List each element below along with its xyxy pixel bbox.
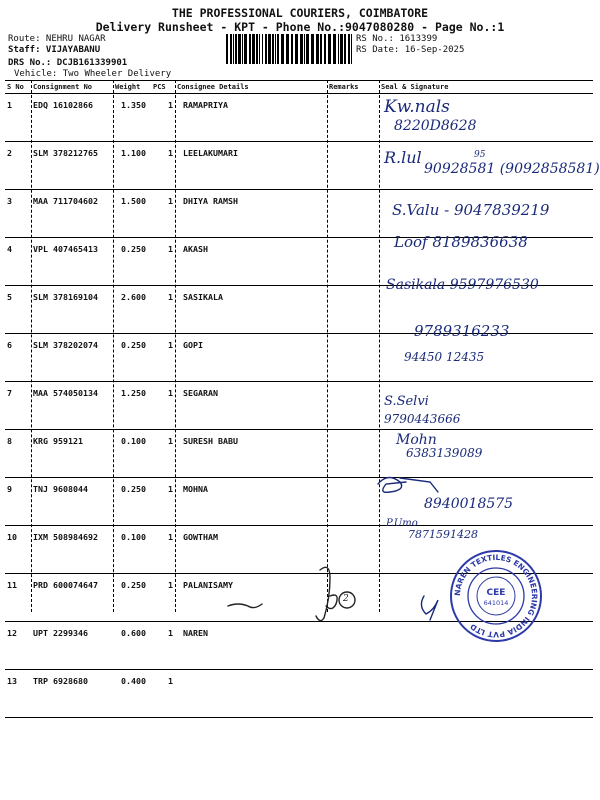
cell-remarks	[327, 286, 379, 334]
cell-remarks	[327, 190, 379, 238]
cell-remarks	[327, 382, 379, 430]
barcode-bar	[348, 34, 350, 64]
cell-weight: 0.250	[113, 238, 151, 286]
col-header-signature: Seal & Signature	[379, 81, 593, 94]
barcode-bar	[344, 34, 346, 64]
column-divider	[175, 80, 176, 612]
cell-sno: 1	[5, 94, 31, 142]
cell-pcs: 1	[151, 286, 175, 334]
barcode-bar	[256, 34, 258, 64]
column-divider	[31, 80, 32, 612]
cell-consignee: MOHNA	[175, 478, 327, 526]
signature-row2-phone: 90928581 (9092858581)	[424, 161, 600, 177]
cell-consignment: EDQ 16102866	[31, 94, 113, 142]
barcode-bar	[291, 34, 293, 64]
cell-pcs: 1	[151, 190, 175, 238]
barcode-bar	[316, 34, 319, 64]
cell-consignee: AKASH	[175, 238, 327, 286]
cell-consignment: SLM 378169104	[31, 286, 113, 334]
barcode-bar	[275, 34, 276, 64]
company-stamp	[448, 548, 544, 644]
barcode-bar	[304, 34, 305, 64]
cell-consignment: VPL 407465413	[31, 238, 113, 286]
table-row	[5, 382, 593, 430]
cell-consignment: MAA 711704602	[31, 190, 113, 238]
cell-sno: 2	[5, 142, 31, 190]
cell-remarks	[327, 478, 379, 526]
cell-signature	[379, 670, 593, 718]
barcode-bar	[328, 34, 331, 64]
table-row	[5, 430, 593, 478]
cell-consignment: SLM 378202074	[31, 334, 113, 382]
cell-consignee: SASIKALA	[175, 286, 327, 334]
cell-pcs: 1	[151, 238, 175, 286]
signature-row10: 8940018575	[424, 496, 514, 512]
barcode-bar	[230, 34, 232, 64]
cell-consignee: SURESH BABU	[175, 430, 327, 478]
cell-weight: 0.400	[113, 670, 151, 718]
staff-label: Staff: VIJAYABANU	[8, 45, 101, 55]
signature-row8-name: S.Selvi	[384, 394, 429, 409]
cell-pcs: 1	[151, 478, 175, 526]
cell-sno: 13	[5, 670, 31, 718]
cell-sno: 11	[5, 574, 31, 622]
table-row	[5, 670, 593, 718]
signature-row2-note: 95	[474, 150, 486, 160]
barcode-bar	[306, 34, 309, 64]
col-header-remarks: Remarks	[327, 81, 379, 94]
barcode-bar	[320, 34, 322, 64]
vehicle-label: Vehicle: Two Wheeler Delivery	[14, 69, 172, 79]
cell-weight: 1.500	[113, 190, 151, 238]
cell-weight: 0.250	[113, 334, 151, 382]
signature-row2-name: R.lul	[384, 148, 422, 167]
col-header-consignment: Consignment No	[31, 81, 113, 94]
cell-pcs: 1	[151, 526, 175, 574]
cell-sno: 12	[5, 622, 31, 670]
col-header-sno: S No	[5, 81, 31, 94]
barcode-bar	[277, 34, 279, 64]
table-header-row	[5, 81, 593, 94]
cell-pcs: 1	[151, 142, 175, 190]
cell-consignee: GOPI	[175, 334, 327, 382]
cell-consignment: SLM 378212765	[31, 142, 113, 190]
barcode-bar	[235, 34, 237, 64]
cell-remarks	[327, 94, 379, 142]
cell-sno: 3	[5, 190, 31, 238]
cell-pcs: 1	[151, 670, 175, 718]
cell-remarks	[327, 334, 379, 382]
barcode-bar	[272, 34, 274, 64]
col-header-consignee: Consignee Details	[175, 81, 327, 94]
barcode-bar	[259, 34, 260, 64]
cell-sno: 10	[5, 526, 31, 574]
company-title: THE PROFESSIONAL COURIERS, COIMBATORE	[171, 6, 429, 20]
cell-consignee: LEELAKUMARI	[175, 142, 327, 190]
barcode-bar	[268, 34, 271, 64]
rs-date-label: RS Date: 16-Sep-2025	[356, 45, 465, 55]
barcode-bar	[242, 34, 243, 64]
signature-row9-name: Mohn	[396, 432, 437, 448]
cell-remarks	[327, 526, 379, 574]
cell-sno: 6	[5, 334, 31, 382]
signature-row4: Loof 8189836638	[394, 233, 528, 251]
column-divider	[379, 80, 380, 612]
signature-row7: 94450 12435	[404, 350, 485, 364]
cell-weight: 0.600	[113, 622, 151, 670]
cell-remarks	[327, 574, 379, 622]
barcode-bar	[311, 34, 314, 64]
cell-weight: 0.250	[113, 478, 151, 526]
cell-consignee: SEGARAN	[175, 382, 327, 430]
cell-consignee: RAMAPRIYA	[175, 94, 327, 142]
signature-row6: 9789316233	[414, 322, 510, 340]
barcode-bar	[324, 34, 326, 64]
cell-weight: 0.100	[113, 430, 151, 478]
drs-label: DRS No.: DCJB161339901	[8, 58, 128, 68]
cell-weight: 1.100	[113, 142, 151, 190]
cell-consignee: PALANISAMY	[175, 574, 327, 622]
barcode-bar	[340, 34, 343, 64]
barcode-bar	[233, 34, 234, 64]
cell-pcs: 1	[151, 574, 175, 622]
route-label: Route: NEHRU NAGAR	[8, 34, 106, 44]
cell-remarks	[327, 622, 379, 670]
cell-sno: 9	[5, 478, 31, 526]
cell-consignment: KRG 959121	[31, 430, 113, 478]
cell-sno: 8	[5, 430, 31, 478]
cell-pcs: 1	[151, 94, 175, 142]
cell-consignment: MAA 574050134	[31, 382, 113, 430]
cell-consignment: IXM 508984692	[31, 526, 113, 574]
cell-remarks	[327, 430, 379, 478]
cell-consignment: UPT 2299346	[31, 622, 113, 670]
barcode-bar	[249, 34, 251, 64]
cell-consignment: TRP 6928680	[31, 670, 113, 718]
cell-consignment: TNJ 9608044	[31, 478, 113, 526]
cell-pcs: 1	[151, 382, 175, 430]
signature-row5: Sasikala 9597976530	[386, 277, 539, 293]
svg-text:CEE: CEE	[486, 588, 506, 598]
column-divider	[113, 80, 114, 612]
cell-pcs: 1	[151, 430, 175, 478]
barcode-bar	[244, 34, 247, 64]
cell-weight: 1.350	[113, 94, 151, 142]
barcode-bar	[295, 34, 298, 64]
col-header-pcs: PCS	[151, 81, 175, 94]
cell-consignee: DHIYA RAMSH	[175, 190, 327, 238]
barcode-bar	[226, 34, 228, 64]
barcode-bar	[262, 34, 263, 64]
barcode-bar	[300, 34, 303, 64]
cell-pcs: 1	[151, 334, 175, 382]
cell-weight: 0.250	[113, 574, 151, 622]
circle-mark-label: 2	[343, 594, 349, 604]
barcode-bar	[351, 34, 352, 64]
signature-row9-phone: 6383139089	[406, 446, 483, 460]
cell-weight: 2.600	[113, 286, 151, 334]
barcode-image	[226, 34, 352, 64]
cell-pcs: 1	[151, 622, 175, 670]
cell-sno: 4	[5, 238, 31, 286]
signature-row8-phone: 9790443666	[384, 412, 461, 426]
barcode-bar	[286, 34, 289, 64]
cell-consignee	[175, 670, 327, 718]
cell-sno: 7	[5, 382, 31, 430]
column-divider	[327, 80, 328, 612]
table-row	[5, 94, 593, 142]
cell-consignee: NAREN	[175, 622, 327, 670]
cell-consignee: GOWTHAM	[175, 526, 327, 574]
runsheet-subtitle: Delivery Runsheet - KPT - Phone No.:9047080280 - Page No.:1	[95, 20, 505, 34]
barcode-bar	[281, 34, 284, 64]
barcode-bar	[265, 34, 267, 64]
signature-row1-phone: 8220D8628	[394, 118, 477, 134]
cell-remarks	[327, 142, 379, 190]
barcode-bar	[333, 34, 336, 64]
cell-weight: 1.250	[113, 382, 151, 430]
svg-text:NAREN TEXTILES ENGINEERING IND: NAREN TEXTILES ENGINEERING INDIA PVT LTD	[452, 552, 540, 640]
col-header-weight: Weight	[113, 81, 151, 94]
cell-remarks	[327, 238, 379, 286]
table-row	[5, 334, 593, 382]
signature-row11-phone: 7871591428	[408, 528, 478, 541]
barcode-bar	[252, 34, 255, 64]
signature-row3: S.Valu - 9047839219	[392, 201, 550, 219]
cell-remarks	[327, 670, 379, 718]
cell-sno: 5	[5, 286, 31, 334]
cell-weight: 0.100	[113, 526, 151, 574]
barcode-bar	[238, 34, 241, 64]
svg-text:641014: 641014	[483, 599, 509, 607]
barcode-bar	[338, 34, 339, 64]
signature-row11-name: P.Umo	[386, 518, 418, 529]
signature-row1-name: Kw.nals	[384, 97, 450, 117]
cell-consignment: PRD 600074647	[31, 574, 113, 622]
rs-no-label: RS No.: 1613399	[356, 34, 438, 44]
